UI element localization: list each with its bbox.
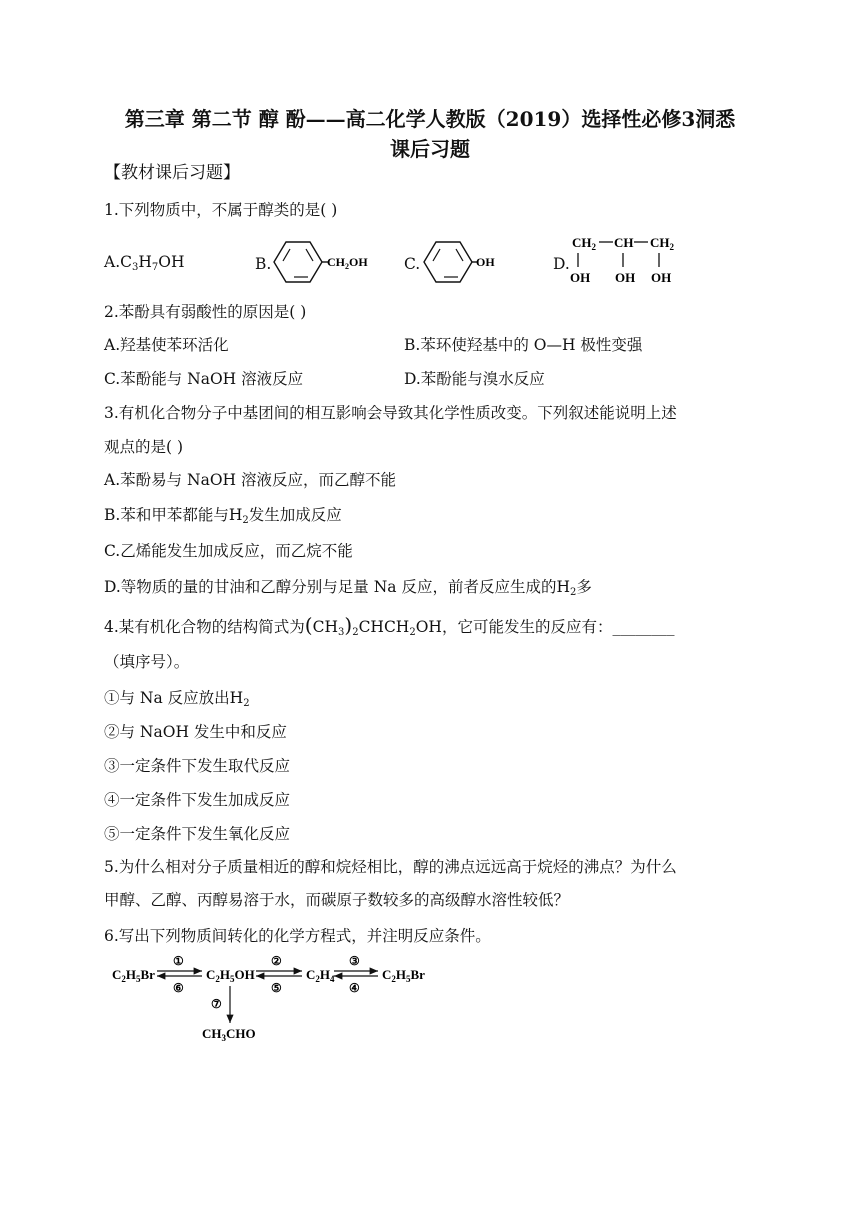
species-ethylene: $C_2H_4$ [306,967,335,984]
q1-a-label: A. [104,253,121,271]
q2-option-b: B.苯环使羟基中的 O—H 极性变强 [404,336,643,354]
q5-line-2: 甲醇、乙醇、丙醇易溶于水，而碳原子数较多的高级醇水溶性较低？ [104,891,570,909]
svg-text:②: ② [271,954,282,968]
title-line-2: 课后习题 [390,137,470,161]
q1-a-formula: $C_3H_7OH$ [120,253,185,273]
q3-option-c: C.乙烯能发生加成反应，而乙烷不能 [104,542,353,560]
q1-stem: 1.下列物质中，不属于醇类的是( ) [104,201,338,219]
svg-text:⑦: ⑦ [211,997,222,1011]
q5-line-1: 5.为什么相对分子质量相近的醇和烷烃相比，醇的沸点远远高于烷烃的沸点？为什么 [104,858,677,876]
svg-text:③: ③ [349,954,360,968]
q4-item-2: ②与 NaOH 发生中和反应 [104,723,287,741]
page-title [60,104,800,164]
q3-stem-line-2: 观点的是( ) [104,438,184,456]
q4-item-5: ⑤一定条件下发生氧化反应 [104,825,291,843]
q3-option-d: D.等物质的量的甘油和乙醇分别与足量 Na 反应，前者反应生成的$H_2$多 [104,578,592,598]
svg-text:⑥: ⑥ [173,981,184,995]
q1-option-b-label: B. [255,255,272,273]
svg-text:OH: OH [570,270,591,285]
species-ethyl-bromide-2: $C_2H_5Br$ [382,967,425,984]
q3-option-b: B.苯和甲苯都能与$H_2$发生加成反应 [104,506,342,526]
phenol-structure [414,237,504,287]
q2-option-d: D.苯酚能与溴水反应 [404,370,545,388]
svg-text:CH2: $CH_2$ [650,235,674,252]
q4-stem-line-2: （填序号）。 [104,653,190,671]
svg-text:①: ① [173,954,184,968]
svg-text:OH: OH [651,270,672,285]
reaction-scheme [110,952,450,1044]
q3-option-a: A.苯酚易与 NaOH 溶液反应，而乙醇不能 [104,471,397,489]
q2-option-a: A.羟基使苯环活化 [104,336,229,354]
q4-item-1: ①与 Na 反应放出$H_2$ [104,689,250,709]
q4-formula: $(CH_3)_2CHCH_2OH$ [304,613,442,638]
glycerol-structure [566,232,696,288]
q4-item-3: ③一定条件下发生取代反应 [104,757,291,775]
svg-text:CH2: $CH_2$ [572,235,596,252]
q1-option-d-label: D. [553,255,570,273]
q4-stem: 4.某有机化合物的结构简式为$(CH_3)_2CHCH_2OH$，它可能发生的反应有：________ [104,613,675,638]
q6-stem: 6.写出下列物质间转化的化学方程式，并注明反应条件。 [104,927,491,945]
q2-option-c: C.苯酚能与 NaOH 溶液反应 [104,370,304,388]
species-acetaldehyde: $CH_3CHO$ [202,1026,256,1043]
svg-text:CH: CH [614,235,634,250]
svg-text:⑤: ⑤ [271,981,282,995]
q2-stem: 2.苯酚具有弱酸性的原因是( ) [104,303,307,321]
svg-text:OH: OH [615,270,636,285]
benzyl-alcohol-structure [264,237,374,287]
q1-b-group: $CH_2OH$ [327,255,368,271]
q4-item-4: ④一定条件下发生加成反应 [104,791,291,809]
q1-option-a [104,251,185,279]
q1-c-group: OH [476,255,495,269]
svg-text:④: ④ [349,981,360,995]
species-ethyl-bromide: $C_2H_5Br$ [112,967,155,984]
section-heading: 【教材课后习题】 [104,163,240,183]
title-line-1: 第三章 第二节 醇 酚——高二化学人教版（2019）选择性必修3洞悉 [124,107,736,131]
q3-stem-line-1: 3.有机化合物分子中基团间的相互影响会导致其化学性质改变。下列叙述能说明上述 [104,404,677,422]
species-ethanol: $C_2H_5OH$ [206,967,255,984]
q1-option-c-label: C. [404,255,421,273]
